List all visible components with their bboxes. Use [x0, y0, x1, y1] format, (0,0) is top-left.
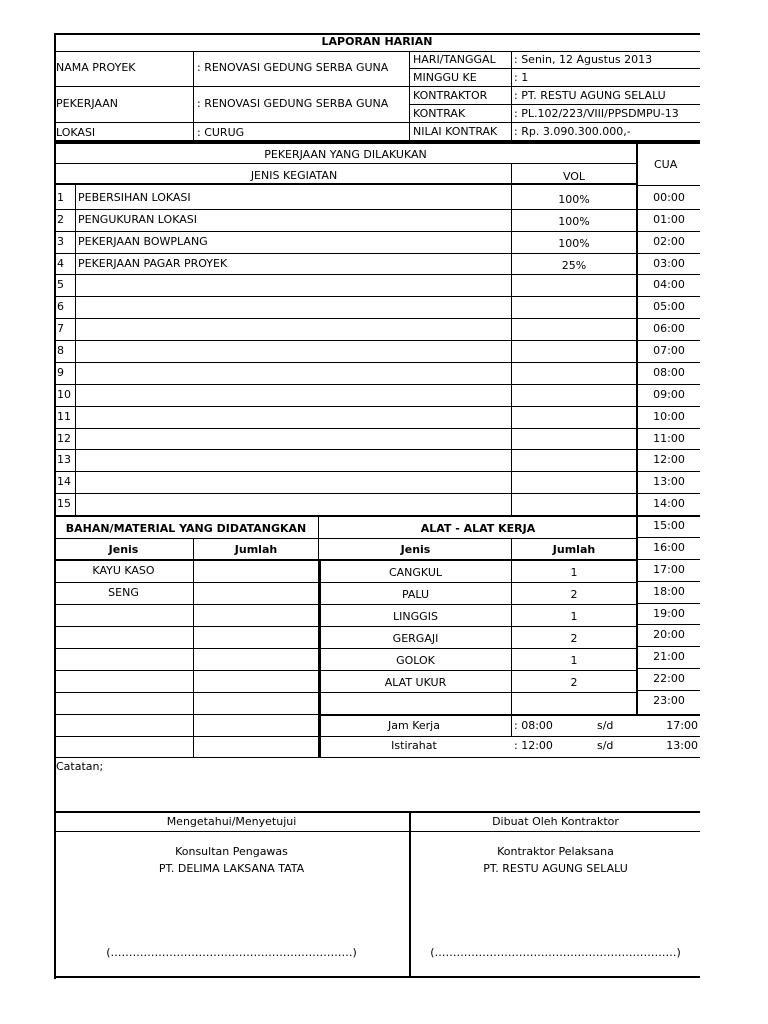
row-number: 9	[57, 365, 64, 379]
grid-line	[54, 122, 700, 123]
grid-line	[54, 428, 636, 429]
grid-line	[54, 274, 636, 275]
grid-line	[54, 253, 636, 254]
material-type: SENG	[108, 586, 139, 599]
grid-line	[637, 253, 700, 254]
tool-type: PALU	[401, 588, 430, 601]
jam-kerja-sep: s/d	[597, 719, 614, 732]
materials-title: BAHAN/MATERIAL YANG DIDATANGKAN	[65, 522, 307, 535]
row-number: 7	[57, 322, 64, 336]
field-label: KONTRAKTOR	[413, 89, 488, 102]
row-number: 11	[57, 409, 71, 423]
sign-right-header: Dibuat Oleh Kontraktor	[492, 815, 619, 828]
hour-cell: 20:00	[653, 628, 685, 642]
row-number: 12	[57, 431, 71, 445]
grid-line	[637, 231, 700, 232]
daily-report-form	[54, 33, 700, 979]
grid-line	[54, 51, 700, 52]
sign-right-line: (…………………………………………………………)	[430, 946, 681, 959]
hour-cell: 23:00	[653, 694, 685, 707]
grid-line	[54, 384, 636, 385]
field-label: NAMA PROYEK	[56, 61, 136, 74]
grid-line	[637, 449, 700, 450]
grid-line	[637, 690, 700, 691]
activity-text: PENGUKURAN LOKASI	[78, 212, 197, 226]
grid-line	[637, 603, 700, 604]
field-value: : CURUG	[197, 126, 245, 139]
row-number: 1	[57, 191, 64, 204]
tool-qty: 2	[570, 588, 578, 601]
hour-cell: 19:00	[653, 606, 685, 620]
tool-type: LINGGIS	[393, 610, 438, 623]
istirahat-label: Istirahat	[391, 739, 437, 752]
grid-line	[54, 406, 636, 407]
grid-line	[54, 626, 637, 627]
grid-line	[637, 318, 700, 319]
hour-cell: 22:00	[653, 672, 685, 686]
grid-line	[637, 362, 700, 363]
istirahat-from: : 12:00	[514, 739, 553, 752]
row-number: 6	[57, 300, 64, 314]
grid-line	[54, 163, 637, 164]
grid-line	[637, 428, 700, 429]
tool-type: CANGKUL	[388, 566, 443, 579]
grid-line	[54, 559, 637, 561]
activity-text: PEKERJAAN BOWPLANG	[78, 234, 208, 248]
grid-line	[409, 104, 700, 105]
grid-line	[75, 185, 76, 515]
row-number: 10	[57, 387, 71, 401]
row-number: 8	[57, 344, 64, 358]
grid-line	[637, 581, 700, 582]
istirahat-sep: s/d	[597, 739, 614, 752]
hour-cell: 16:00	[653, 540, 685, 554]
tool-qty: 1	[570, 654, 578, 667]
tools-col-qty: Jumlah	[552, 543, 596, 556]
row-number: 4	[57, 256, 64, 270]
vol-text: 100%	[558, 214, 590, 228]
grid-line	[54, 582, 637, 583]
grid-line	[54, 831, 700, 832]
hour-cell: 07:00	[653, 344, 685, 358]
grid-line	[636, 516, 638, 715]
materials-top-border	[54, 515, 700, 517]
hour-cell: 14:00	[653, 497, 685, 511]
grid-line	[54, 86, 700, 87]
field-label: LOKASI	[56, 126, 96, 139]
field-label: HARI/TANGGAL	[413, 53, 496, 66]
hour-cell: 03:00	[653, 256, 685, 270]
col-activity-header: JENIS KEGIATAN	[250, 169, 338, 182]
sign-left-header: Mengetahui/Menyetujui	[166, 815, 297, 828]
material-type: KAYU KASO	[92, 564, 155, 577]
tool-qty: 1	[570, 566, 578, 579]
vol-text: 25%	[561, 258, 587, 272]
hour-cell: 17:00	[653, 562, 685, 576]
grid-line	[54, 449, 636, 450]
sign-left-role: Konsultan Pengawas	[175, 845, 288, 858]
field-label: MINGGU KE	[413, 71, 477, 84]
sign-right-role: Kontraktor Pelaksana	[497, 845, 614, 858]
grid-line	[511, 51, 512, 140]
hour-cell: 04:00	[653, 278, 685, 292]
field-value: : RENOVASI GEDUNG SERBA GUNA	[197, 97, 389, 110]
grid-line	[637, 185, 700, 186]
grid-line	[54, 471, 636, 472]
field-value: : 1	[514, 71, 529, 84]
hour-cell: 13:00	[653, 475, 685, 489]
grid-line	[54, 670, 637, 671]
activity-text: PEBERSIHAN LOKASI	[78, 191, 191, 204]
hour-cell: 02:00	[653, 234, 685, 248]
grid-line	[54, 318, 636, 319]
hour-cell: 00:00	[653, 191, 685, 204]
grid-line	[637, 209, 700, 210]
report-title: LAPORAN HARIAN	[321, 35, 433, 48]
jam-kerja-label: Jam Kerja	[388, 719, 440, 732]
hour-cell: 06:00	[653, 322, 685, 336]
row-number: 13	[57, 453, 71, 467]
outer-bottom-border	[54, 976, 700, 978]
grid-line	[54, 604, 637, 605]
grid-line	[637, 384, 700, 385]
hour-cell: 11:00	[653, 431, 685, 445]
hour-cell: 09:00	[653, 387, 685, 401]
grid-line	[54, 296, 636, 297]
grid-line	[54, 493, 636, 494]
signature-top-border	[54, 811, 700, 813]
outer-left-border	[54, 33, 56, 979]
vol-text: 100%	[558, 193, 590, 206]
hour-cell: 10:00	[653, 409, 685, 423]
grid-line	[637, 493, 700, 494]
field-label: KONTRAK	[413, 107, 466, 120]
hour-cell: 01:00	[653, 212, 685, 226]
row-number: 14	[57, 475, 71, 489]
hour-cell: 12:00	[653, 453, 685, 467]
hour-cell: 05:00	[653, 300, 685, 314]
tool-qty: 2	[570, 676, 578, 689]
grid-line	[54, 231, 636, 232]
hour-cell: 08:00	[653, 365, 685, 379]
field-label: NILAI KONTRAK	[413, 125, 498, 138]
sign-right-company: PT. RESTU AGUNG SELALU	[483, 862, 628, 875]
grid-line	[637, 296, 700, 297]
materials-col-type: Jenis	[108, 543, 139, 556]
weather-title: CUA	[654, 158, 678, 171]
grid-line	[54, 648, 637, 649]
tool-type: GOLOK	[396, 654, 435, 667]
hour-cell: 21:00	[653, 650, 685, 664]
grid-line	[637, 274, 700, 275]
field-value: : RENOVASI GEDUNG SERBA GUNA	[197, 61, 389, 74]
vol-text: 100%	[558, 236, 590, 250]
notes-label: Catatan;	[56, 760, 104, 773]
tool-type: GERGAJI	[392, 632, 439, 645]
grid-line	[637, 559, 700, 560]
grid-line	[637, 624, 700, 625]
grid-line	[54, 692, 637, 693]
grid-line	[409, 51, 410, 140]
grid-line	[193, 51, 194, 140]
grid-line	[637, 646, 700, 647]
grid-line	[409, 68, 700, 69]
activity-text: PEKERJAAN PAGAR PROYEK	[78, 256, 228, 270]
field-value: : Senin, 12 Agustus 2013	[514, 53, 653, 66]
grid-line	[637, 668, 700, 669]
grid-line	[637, 471, 700, 472]
grid-line	[54, 736, 700, 737]
materials-col-qty: Jumlah	[234, 543, 278, 556]
tool-qty: 2	[570, 632, 578, 645]
sign-left-line: (…………………………………………………………)	[106, 946, 357, 959]
tool-qty: 1	[570, 610, 578, 623]
row-number: 2	[57, 212, 64, 226]
grid-line	[637, 340, 700, 341]
field-value: : PL.102/223/VIII/PPSDMPU-13	[514, 107, 679, 120]
jam-kerja-to: 17:00	[666, 719, 698, 732]
hour-cell: 18:00	[653, 584, 685, 598]
weather-divider	[636, 141, 638, 516]
grid-line	[637, 537, 700, 538]
sign-left-company: PT. DELIMA LAKSANA TATA	[158, 862, 305, 875]
grid-line	[637, 406, 700, 407]
row-number: 15	[57, 497, 71, 511]
col-vol-header: VOL	[562, 170, 586, 183]
row-number: 3	[57, 234, 64, 248]
hour-cell: 15:00	[653, 519, 685, 533]
tool-type: ALAT UKUR	[384, 676, 447, 689]
field-value: : Rp. 3.090.300.000,-	[514, 125, 631, 138]
istirahat-to: 13:00	[666, 739, 698, 752]
field-label: PEKERJAAN	[56, 97, 119, 110]
tools-bottom-border	[320, 714, 700, 716]
row-number: 5	[57, 278, 64, 292]
work-section-title: PEKERJAAN YANG DILAKUKAN	[264, 148, 427, 161]
grid-line	[54, 362, 636, 363]
grid-line	[54, 340, 636, 341]
field-value: : PT. RESTU AGUNG SELALU	[514, 89, 666, 102]
grid-line	[54, 209, 636, 210]
grid-line	[54, 538, 637, 539]
work-top-border	[54, 141, 700, 144]
notes-top-border	[54, 757, 700, 758]
jam-kerja-from: : 08:00	[514, 719, 553, 732]
tools-col-type: Jenis	[400, 543, 431, 556]
tools-title: ALAT - ALAT KERJA	[420, 522, 536, 535]
